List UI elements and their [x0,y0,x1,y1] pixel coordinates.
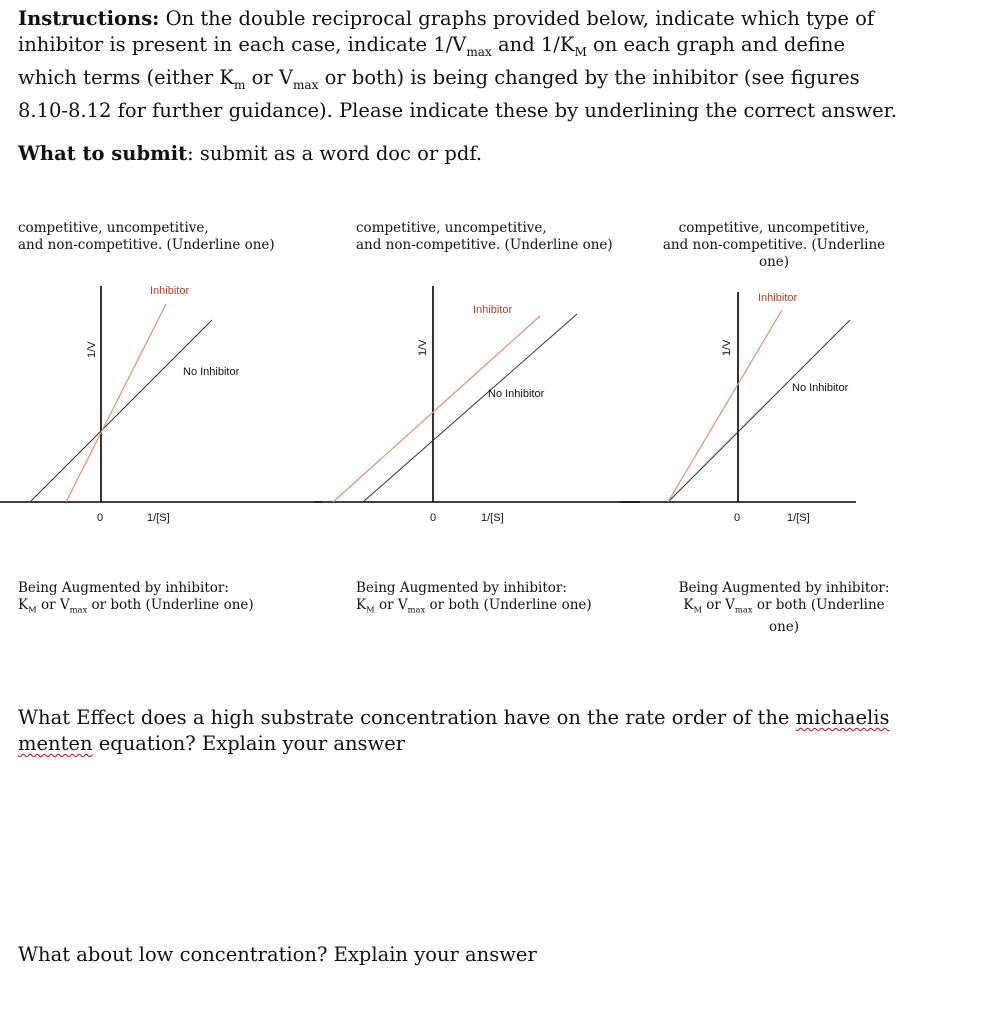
augmented-label-graph-1 [18,580,254,619]
no-inhibitor-line [668,320,850,502]
or-v-text: or V [36,597,70,613]
spellcheck-word-michaelis: michaelis [795,706,890,729]
inhibitor-label: Inhibitor [758,292,798,304]
km-subscript: M [574,44,587,59]
graph-1 [0,280,330,530]
augmented-line-1: Being Augmented by inhibitor: [678,580,890,596]
v-subscript: max [734,604,753,615]
augmented-line-2 [356,597,592,619]
augmented-line-1: Being Augmented by inhibitor: [18,580,229,596]
x-axis-label: 1/[S] [787,512,810,524]
inhibitor-label: Inhibitor [150,285,190,297]
augmented-line-2 [18,597,254,619]
inhibitor-label: Inhibitor [473,304,513,316]
or-both-text: or both (Underline one) [425,597,592,613]
choice-line-2: and non-competitive. (Underline one) [18,237,275,253]
k-subscript: M [28,604,37,615]
v-subscript: max [407,604,426,615]
question-1-text-b: equation? Explain your answer [92,732,406,755]
inhibitor-line [668,310,782,502]
y-axis-label: 1/V [417,339,429,356]
choice-line-1: competitive, uncompetitive, [678,220,870,236]
graph-2 [315,280,645,530]
or-both-text: or both (Underline one) [87,597,254,613]
submit-text: : submit as a word doc or pdf. [187,142,483,165]
question-high-substrate [18,705,918,757]
km-subscript-2: m [233,77,246,92]
vmax-subscript: max [466,44,492,59]
choice-line-1: competitive, uncompetitive, [356,220,547,236]
or-v-text: or V [702,597,735,613]
question-low-substrate: What about low concentration? Explain your answer [18,943,537,966]
augmented-label-graph-2 [356,580,592,619]
x-axis-label: 1/[S] [147,512,170,524]
no-inhibitor-line [363,314,577,502]
submit-paragraph [18,142,482,165]
instructions-paragraph [18,6,908,124]
y-axis-label: 1/V [721,339,733,356]
choice-line-1: competitive, uncompetitive, [18,220,209,236]
k-subscript: M [693,604,702,615]
instructions-text-2: and 1/K [491,33,575,56]
no-inhibitor-label: No Inhibitor [792,382,849,394]
choice-label-graph-3 [650,220,898,271]
x-axis-label: 1/[S] [481,512,504,524]
origin-label: 0 [430,512,437,524]
y-axis-label: 1/V [86,341,98,358]
no-inhibitor-label: No Inhibitor [488,388,545,400]
vmax-subscript-2: max [292,77,319,92]
question-1-text-a: What Effect does a high substrate concentration have on the rate order of the [18,706,796,729]
v-subscript: max [69,604,88,615]
k-letter: K [18,597,29,613]
choice-line-2: and non-competitive. (Underline one) [356,237,613,253]
instructions-label: Instructions: [18,7,160,30]
augmented-label-graph-3 [670,580,898,636]
graph-3 [620,280,950,530]
or-both-text: or both (Underline one) [752,597,885,635]
or-v-text: or V [374,597,408,613]
choice-label-graph-1 [18,220,275,254]
no-inhibitor-label: No Inhibitor [183,366,240,378]
k-letter: K [683,597,694,613]
choice-line-2: and non-competitive. (Underline one) [662,237,886,270]
origin-label: 0 [97,512,104,524]
origin-label: 0 [734,512,741,524]
graph-2-svg [315,280,645,530]
inhibitor-line [333,316,540,502]
graph-3-svg [620,280,950,530]
k-subscript: M [366,604,375,615]
graph-1-svg [0,280,330,530]
spellcheck-word-menten: menten [18,732,93,755]
submit-label: What to submit [18,142,188,165]
augmented-line-2 [670,597,898,636]
augmented-line-1: Being Augmented by inhibitor: [356,580,567,596]
instructions-text-3: on each graph and define which terms (either K [18,33,846,89]
instructions-text-5: or both) is being changed by the inhibitor (see figures 8.10-8.12 for further guidance). Please indicate these by underlining the correct answer. [18,65,898,122]
instructions-text-1: On the double reciprocal graphs provided below, indicate which type of inhibitor is present in each case, indicate 1/V [18,7,875,56]
k-letter: K [356,597,367,613]
no-inhibitor-line [30,320,212,502]
inhibitor-line [66,304,166,502]
instructions-text-4: or V [245,65,293,89]
choice-label-graph-2 [356,220,613,254]
